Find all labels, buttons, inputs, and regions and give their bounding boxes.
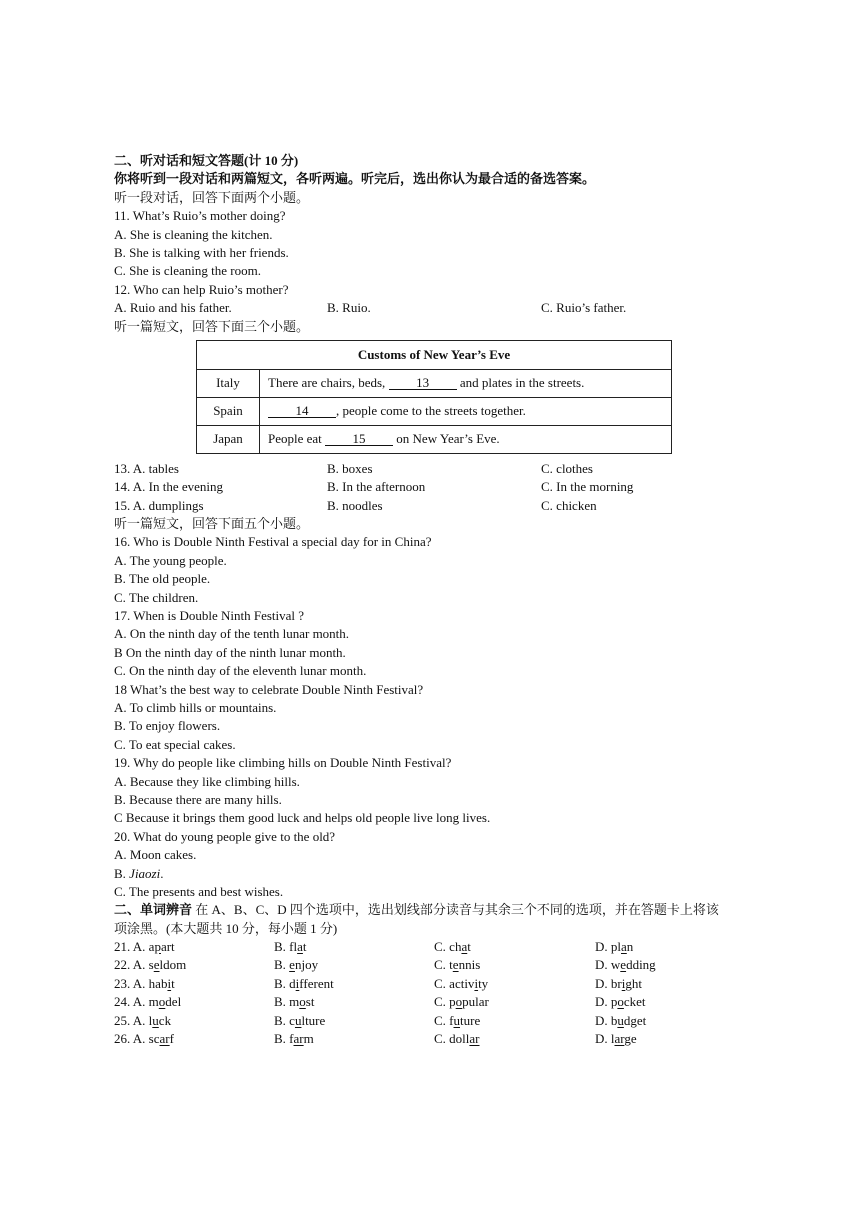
word-option: B. enjoy [274, 957, 319, 973]
option: B. noodles [327, 497, 383, 513]
word-option: 23. A. habit [114, 975, 175, 991]
word-option: B. flat [274, 939, 307, 955]
question-stem: 20. What do young people give to the old? [114, 828, 336, 844]
word-option: D. pocket [595, 994, 646, 1010]
word-question-row [114, 956, 764, 974]
question-stem: 18 What’s the best way to celebrate Double Ninth Festival? [114, 681, 424, 697]
option: A. Moon cakes. [114, 847, 197, 863]
word-question-row [114, 1030, 764, 1048]
answer-blank: 13 [389, 376, 457, 390]
word-option: 26. A. scarf [114, 1031, 174, 1047]
table-title: Customs of New Year’s Eve [197, 340, 672, 369]
option: C. The presents and best wishes. [114, 883, 284, 899]
word-option: D. plan [595, 939, 634, 955]
word-questions [114, 938, 764, 1048]
table-row [197, 425, 672, 453]
word-option: C. dollar [434, 1031, 480, 1047]
word-question-row [114, 993, 764, 1011]
word-option: D. large [595, 1031, 637, 1047]
option: C. chicken [541, 497, 597, 513]
word-option: 24. A. model [114, 994, 182, 1010]
word-option: C. popular [434, 994, 489, 1010]
question-stem: 11. What’s Ruio’s mother doing? [114, 208, 286, 224]
word-option: B. culture [274, 1012, 326, 1028]
word-option: 21. A. apart [114, 939, 175, 955]
section-title: 二、单词辨音 [114, 902, 193, 918]
word-option: D. wedding [595, 957, 656, 973]
section-instruction: 你将听到一段对话和两篇短文，各听两遍。听完后，选出你认为最合适的备选答案。 [114, 171, 596, 187]
word-option: C. tennis [434, 957, 481, 973]
option: C. She is cleaning the room. [114, 263, 261, 279]
option-row [114, 478, 764, 496]
word-option: C. chat [434, 939, 471, 955]
word-question-row [114, 938, 764, 956]
option: A. To climb hills or mountains. [114, 699, 277, 715]
custom-cell: People eat 15 on New Year’s Eve. [260, 425, 672, 453]
option: B. Jiaozi. [114, 865, 164, 881]
word-option: B. most [274, 994, 315, 1010]
table-row [197, 397, 672, 425]
passage-intro: 听一篇短文，回答下面三个小题。 [114, 318, 310, 334]
option: B. In the afternoon [327, 479, 426, 495]
word-question-row [114, 1012, 764, 1030]
dialog-intro: 听一段对话，回答下面两个小题。 [114, 189, 310, 205]
word-option: D. budget [595, 1012, 647, 1028]
answer-blank: 14 [268, 404, 336, 418]
answer-blank: 15 [325, 432, 393, 446]
custom-cell: There are chairs, beds, 13 and plates in the streets. [260, 369, 672, 397]
option: A. She is cleaning the kitchen. [114, 226, 273, 242]
word-option: B. farm [274, 1031, 314, 1047]
option: C. The children. [114, 589, 199, 605]
question-stem: 17. When is Double Ninth Festival ? [114, 608, 305, 624]
option: B On the ninth day of the ninth lunar month. [114, 644, 346, 660]
option: A. Ruio and his father. [114, 300, 232, 316]
option: B. The old people. [114, 571, 211, 587]
exam-page [114, 152, 764, 1048]
option-row [114, 460, 764, 478]
option: B. To enjoy flowers. [114, 718, 221, 734]
option: B. Ruio. [327, 300, 371, 316]
word-option: C. future [434, 1012, 481, 1028]
country-cell: Japan [197, 425, 260, 453]
country-cell: Spain [197, 397, 260, 425]
word-option: 22. A. seldom [114, 957, 187, 973]
word-option: B. different [274, 975, 334, 991]
section-title: 二、听对话和短文答题(计 10 分) [114, 153, 299, 168]
table-row [197, 369, 672, 397]
option: C. On the ninth day of the eleventh lunar month. [114, 663, 367, 679]
option: 14. A. In the evening [114, 479, 224, 495]
country-cell: Italy [197, 369, 260, 397]
word-option: C. activity [434, 975, 489, 991]
option: A. Because they like climbing hills. [114, 773, 300, 789]
option: C Because it brings them good luck and helps old people live long lives. [114, 810, 491, 826]
option: B. Because there are many hills. [114, 791, 282, 807]
option-row [114, 299, 764, 317]
option: C. In the morning [541, 479, 634, 495]
word-option: D. bright [595, 975, 642, 991]
option-row [114, 497, 764, 515]
customs-table [196, 340, 672, 454]
word-question-row [114, 975, 764, 993]
option: C. To eat special cakes. [114, 736, 236, 752]
question-stem: 19. Why do people like climbing hills on Double Ninth Festival? [114, 755, 452, 771]
option: 13. A. tables [114, 460, 179, 476]
word-option: 25. A. luck [114, 1012, 172, 1028]
option: A. On the ninth day of the tenth lunar month. [114, 626, 350, 642]
section-words-instruction-cont: 项涂黑。(本大题共 10 分，每小题 1 分) [114, 920, 338, 936]
option: C. Ruio’s father. [541, 300, 627, 316]
option: 15. A. dumplings [114, 497, 204, 513]
section-words-instruction: 二、单词辨音 在 A、B、C、D 四个选项中，选出划线部分读音与其余三个不同的选项，并在答题卡上将该 [114, 902, 719, 918]
option: C. clothes [541, 460, 593, 476]
option: B. boxes [327, 460, 373, 476]
option: B. She is talking with her friends. [114, 244, 289, 260]
question-stem: 16. Who is Double Ninth Festival a special day for in China? [114, 534, 432, 550]
custom-cell: 14 , people come to the streets together. [260, 397, 672, 425]
question-stem: 12. Who can help Ruio’s mother? [114, 281, 289, 297]
option: A. The young people. [114, 552, 227, 568]
passage-intro: 听一篇短文，回答下面五个小题。 [114, 516, 310, 532]
